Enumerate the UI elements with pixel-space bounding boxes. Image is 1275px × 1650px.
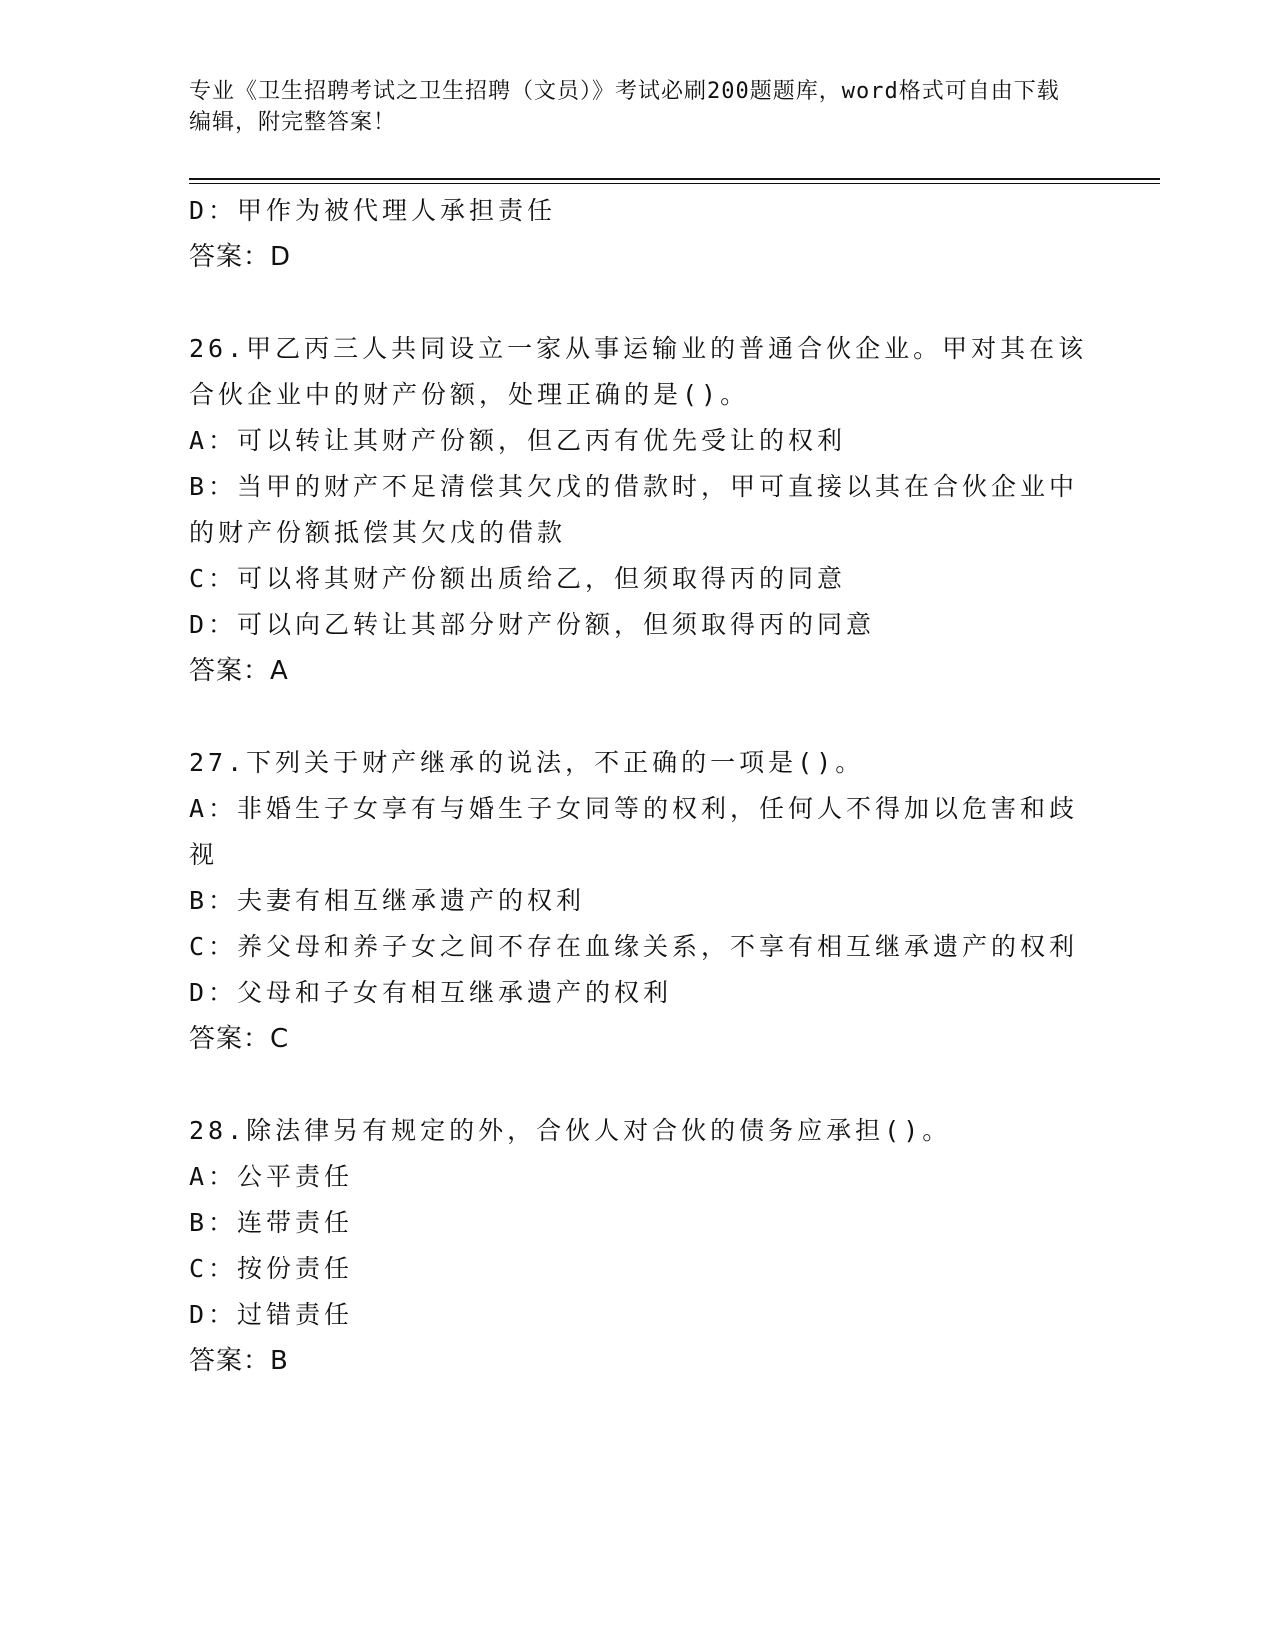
answer: 答案：B (189, 1346, 289, 1376)
header-divider-thin (189, 183, 1160, 184)
question-spacer (189, 280, 1089, 326)
option-d-previous: D：甲作为被代理人承担责任 (189, 196, 557, 225)
option-c: C：养父母和养子女之间不存在血缘关系，不享有相互继承遗产的权利 (189, 932, 1079, 961)
option-a: A：非婚生子女享有与婚生子女同等的权利，任何人不得加以危害和歧视 (189, 794, 1079, 869)
question-stem: 27.下列关于财产继承的说法，不正确的一项是()。 (189, 748, 865, 777)
option-d: D：可以向乙转让其部分财产份额，但须取得丙的同意 (189, 610, 876, 639)
option-b: B：夫妻有相互继承遗产的权利 (189, 886, 586, 915)
answer: 答案：C (189, 1024, 290, 1054)
question-stem: 26.甲乙丙三人共同设立一家从事运输业的普通合伙企业。甲对其在该合伙企业中的财产份额，处理正确的是()。 (189, 334, 1088, 409)
option-b: B：当甲的财产不足清偿其欠戊的借款时，甲可直接以其在合伙企业中的财产份额抵偿其欠戊的借款 (189, 472, 1079, 547)
option-a: A：公平责任 (189, 1162, 354, 1191)
answer-previous: 答案：D (189, 242, 292, 272)
question-spacer (189, 694, 1089, 740)
question-spacer (189, 1062, 1089, 1108)
header-divider-thick (189, 178, 1160, 180)
option-b: B：连带责任 (189, 1208, 354, 1237)
question-stem: 28.除法律另有规定的外，合伙人对合伙的债务应承担()。 (189, 1116, 952, 1145)
question-block-26 (189, 326, 1089, 694)
option-d: D：过错责任 (189, 1300, 354, 1329)
question-block-28 (189, 1108, 1089, 1384)
option-d: D：父母和子女有相互继承遗产的权利 (189, 978, 673, 1007)
answer: 答案：A (189, 656, 289, 686)
question-block-27 (189, 740, 1089, 1062)
option-c: C：可以将其财产份额出质给乙，但须取得丙的同意 (189, 564, 847, 593)
document-body (189, 188, 1089, 1384)
option-a: A：可以转让其财产份额，但乙丙有优先受让的权利 (189, 426, 847, 455)
page-header-text: 专业《卫生招聘考试之卫生招聘（文员）》考试必刷200题题库，word格式可自由下载编辑，附完整答案！ (189, 79, 1060, 135)
option-c: C：按份责任 (189, 1254, 354, 1283)
